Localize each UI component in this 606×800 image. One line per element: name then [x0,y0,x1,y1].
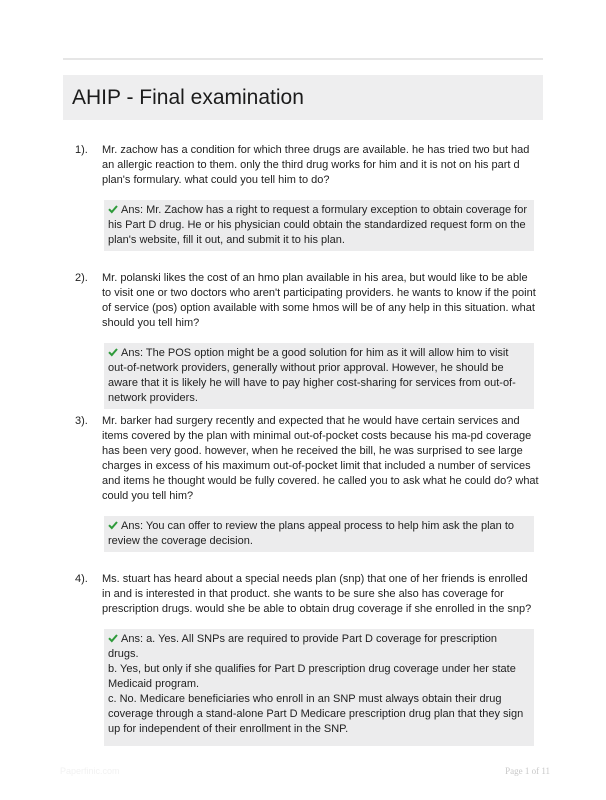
question-number: 2). [75,272,88,284]
question-block-2 [63,271,543,409]
answer-text: Ans: a. Yes. All SNPs are required to provide Part D coverage for prescription drugs. b. Yes, but only if she qualifies for Part D prescription drug coverage under her state Medicaid program. c. No. Medicare beneficiaries who enroll in an SNP must always obtain their drug coverage through a stand-alone Part D Medicare prescription drug plan that they sign up for independent of their enrollment in the SNP. [108,633,524,735]
answer-text: Ans: Mr. Zachow has a right to request a formulary exception to obtain coverage for his Part D drug. He or his physician could obtain the standardized request form on the plan's website, fill it out, and submit it to his plan. [108,204,527,246]
check-icon [108,633,118,643]
question-block-4 [63,572,543,746]
answer-text: Ans: The POS option might be a good solution for him as it will allow him to visit out-of-network providers, generally without prior approval. However, he should be aware that it is likely he will have to pay higher cost-sharing for services from out-of-network providers. [108,347,516,404]
question-number: 1). [75,144,88,156]
answer-box [104,516,534,552]
question-block-1 [63,143,543,251]
answer-box [104,343,534,409]
question-number: 4). [75,573,88,585]
question-text: Ms. stuart has heard about a special needs plan (snp) that one of her friends is enrolled in and is interested in that product. she wants to be sure she also has coverage for prescription drugs. would she be able to obtain drug coverage if she enrolled in the snp? [102,573,532,615]
answer-box [104,200,534,251]
question-text: Mr. polanski likes the cost of an hmo plan available in his area, but would like to be able to visit one or two doctors who aren't participating providers. he wants to know if the point of service (pos) option available with some hmos will be of any help in this situation. what should you tell him? [102,272,536,329]
page-title: AHIP - Final examination [72,85,304,109]
answer-text: Ans: You can offer to review the plans appeal process to help him ask the plan to review the coverage decision. [108,520,514,547]
title-bar [63,75,543,120]
top-divider [63,58,543,60]
check-icon [108,347,118,357]
check-icon [108,520,118,530]
question-number: 3). [75,415,88,427]
check-icon [108,204,118,214]
answer-box [104,629,534,746]
question-text: Mr. barker had surgery recently and expected that he would have certain services and items covered by the plan with minimal out-of-pocket costs because his ma-pd coverage has been very good. however, when he received the bill, he was surprised to see large charges in excess of his maximum out-of-pocket limit that included a number of services and items he thought would be fully covered. he called you to ask what he could do? what could you tell him? [102,415,539,502]
page-number: Page 1 of 11 [505,766,550,776]
question-block-3 [63,414,543,552]
footer-watermark: Paperfinic.com [60,766,120,776]
question-text: Mr. zachow has a condition for which three drugs are available. he has tried two but had an allergic reaction to them. only the third drug works for him and it is not on his part d plan's formulary. what could you tell him to do? [102,144,530,186]
